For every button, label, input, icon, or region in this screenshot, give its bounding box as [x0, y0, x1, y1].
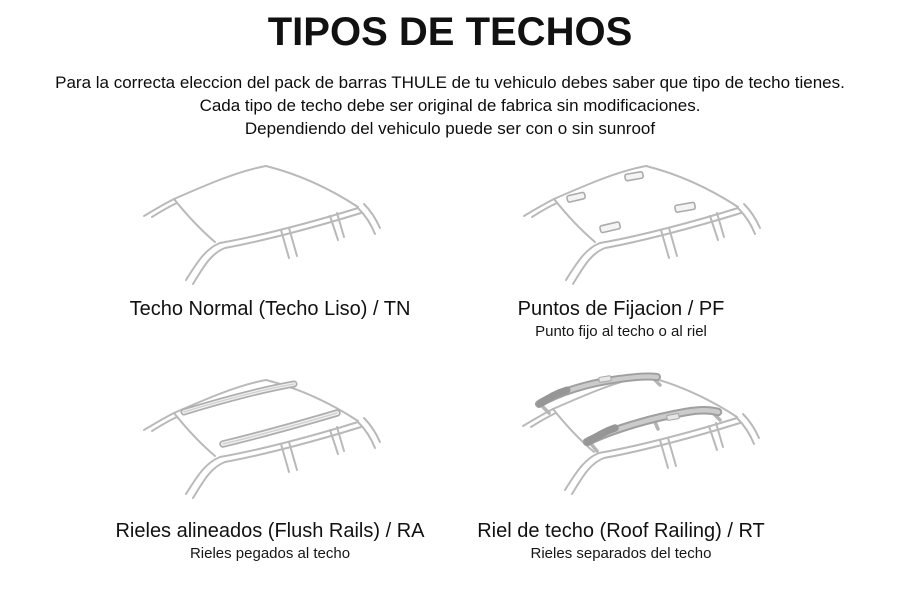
- caption-rt: [436, 519, 806, 563]
- roof-type-label-pf: Puntos de Fijacion / PF: [517, 298, 725, 320]
- caption-ra: [85, 519, 455, 563]
- roof-outline: [144, 166, 380, 284]
- raised-rails: [539, 377, 720, 451]
- fixation-points-roof-illustration: [488, 152, 818, 292]
- roof-type-label-rt: Riel de techo (Roof Railing) / RT: [477, 520, 765, 542]
- roof-outline: [524, 166, 760, 284]
- flush-rails-roof-illustration: [108, 366, 438, 516]
- roof-type-sublabel-ra: Rieles pegados al techo: [189, 545, 351, 562]
- intro-line-3: Dependiendo del vehiculo puede ser con o sin sunroof: [244, 119, 656, 138]
- caption-tn: [85, 297, 455, 321]
- page-title: TIPOS DE TECHOS: [267, 10, 633, 54]
- roof-type-sublabel-pf: Punto fijo al techo o al riel: [535, 323, 707, 340]
- intro-line-1: Para la correcta eleccion del pack de barras THULE de tu vehiculo debes saber que tipo de techo tienes.: [55, 73, 845, 92]
- intro-text: [0, 71, 900, 140]
- roof-type-label-ra: Rieles alineados (Flush Rails) / RA: [115, 520, 425, 542]
- roof-type-label-tn: Techo Normal (Techo Liso) / TN: [129, 298, 411, 320]
- flat-roof-illustration: [108, 152, 438, 292]
- fixation-pads: [567, 171, 696, 232]
- roof-type-sublabel-rt: Rieles separados del techo: [530, 545, 712, 562]
- intro-line-2: Cada tipo de techo debe ser original de fabrica sin modificaciones.: [199, 96, 701, 115]
- roof-railing-roof-illustration: [487, 362, 817, 517]
- roof-outline: [144, 380, 380, 498]
- caption-pf: [436, 297, 806, 341]
